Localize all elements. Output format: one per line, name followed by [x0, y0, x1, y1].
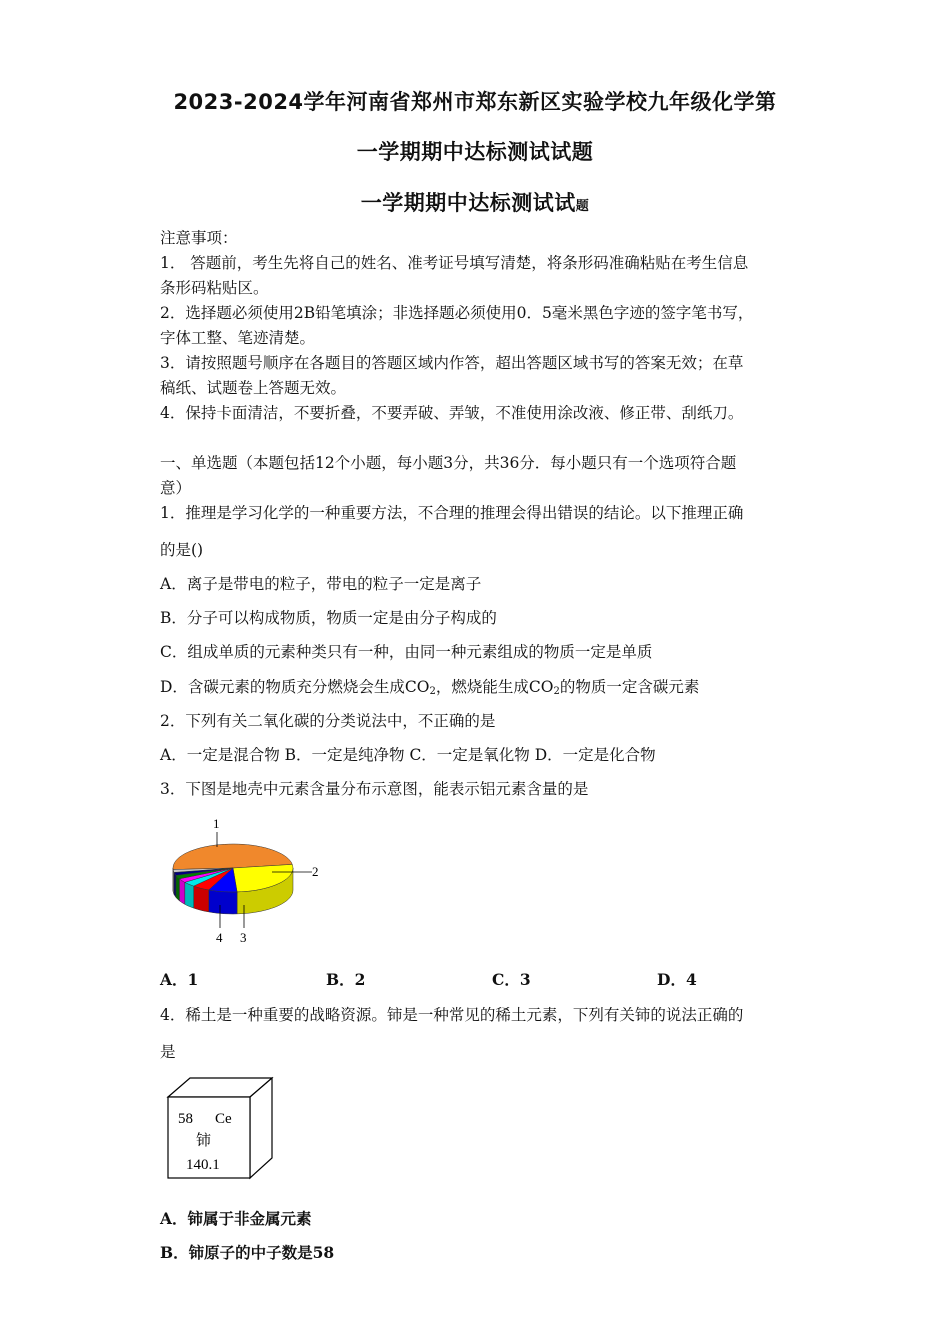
pie-slice-side-7 — [176, 875, 180, 900]
q1-option-b: B．分子可以构成物质，物质一定是由分子构成的 — [160, 609, 497, 627]
section-heading-1: 一、单选题（本题包括12个小题，每小题3分，共36分．每小题只有一个选项符合题 — [160, 454, 737, 472]
notice-item-3a: 3．请按照题号顺序在各题目的答题区域内作答，超出答题区域书写的答案无效；在草 — [160, 354, 744, 372]
element-number: 58 — [178, 1111, 193, 1127]
q1-option-d-sub2: 2 — [553, 686, 560, 697]
pie-slice-side-3 — [209, 890, 237, 914]
pie-slice-side-8 — [174, 872, 176, 897]
pie-label-3: 3 — [240, 930, 247, 945]
q1-stem-b: 的是() — [160, 541, 204, 559]
notice-item-2a: 2．选择题必须使用2B铅笔填涂；非选择题必须使用0．5毫米黑色字迹的签字笔书写， — [160, 304, 754, 322]
q2-stem: 2．下列有关二氧化碳的分类说法中，不正确的是 — [160, 712, 496, 730]
q1-option-d — [160, 675, 699, 697]
earth-crust-pie-chart — [160, 810, 340, 950]
q1-option-d-part1: D．含碳元素的物质充分燃烧会生成CO — [160, 678, 430, 696]
q4-stem-b: 是 — [160, 1043, 176, 1061]
q1-option-c: C．组成单质的元素种类只有一种，由同一种元素组成的物质一定是单质 — [160, 643, 653, 661]
q1-option-d-part2: ，燃烧能生成CO — [435, 678, 554, 696]
pie-slice-side-9 — [173, 870, 174, 895]
title-line-1: 2023-2024学年河南省郑州市郑东新区实验学校九年级化学第 — [173, 90, 777, 114]
title-line-3-main: 一学期期中达标测试试 — [360, 191, 576, 215]
section-heading-2: 意） — [160, 479, 192, 497]
title-line-3-tail: 题 — [575, 199, 590, 214]
notice-item-4: 4．保持卡面清洁，不要折叠，不要弄破、弄皱，不准使用涂改液、修正带、刮纸刀。 — [160, 404, 744, 422]
cerium-element-cell — [160, 1075, 280, 1185]
notice-item-2b: 字体工整、笔迹清楚。 — [160, 329, 316, 347]
q1-option-d-part3: 的物质一定含碳元素 — [559, 678, 700, 696]
notice-item-1a: 1． 答题前，考生先将自己的姓名、准考证号填写清楚，将条形码准确粘贴在考生信息 — [160, 254, 749, 272]
title-line-2: 一学期期中达标测试试题 — [356, 140, 594, 164]
q3-option-b: B．2 — [326, 970, 366, 989]
q3-stem: 3．下图是地壳中元素含量分布示意图，能表示铝元素含量的是 — [160, 780, 589, 798]
element-symbol: Ce — [215, 1111, 232, 1127]
q3-option-d: D．4 — [657, 970, 697, 989]
notice-heading: 注意事项： — [160, 229, 238, 247]
q4-option-a: A．铈属于非金属元素 — [160, 1209, 312, 1228]
pie-label-2: 2 — [312, 864, 319, 879]
pie-slice-side-5 — [185, 882, 194, 908]
q1-option-a: A．离子是带电的粒子，带电的粒子一定是离子 — [160, 575, 482, 593]
q4-stem-a: 4．稀土是一种重要的战略资源。铈是一种常见的稀土元素，下列有关铈的说法正确的 — [160, 1006, 744, 1024]
pie-label-1: 1 — [213, 816, 220, 831]
element-mass: 140.1 — [186, 1157, 220, 1173]
q1-stem-a: 1．推理是学习化学的一种重要方法，不合理的推理会得出错误的结论。以下推理正确 — [160, 504, 744, 522]
pie-label-4: 4 — [216, 930, 223, 945]
q3-option-a: A．1 — [160, 970, 199, 989]
q2-options: A．一定是混合物 B．一定是纯净物 C．一定是氧化物 D．一定是化合物 — [160, 746, 656, 764]
pie-slice-side-4 — [194, 886, 209, 912]
q1-option-d-sub1: 2 — [429, 686, 436, 697]
q3-option-c: C．3 — [492, 970, 531, 989]
element-name: 铈 — [196, 1133, 212, 1149]
pie-slice-side-6 — [179, 879, 184, 905]
notice-item-1b: 条形码粘贴区。 — [160, 279, 269, 297]
q4-option-b: B．铈原子的中子数是58 — [160, 1243, 335, 1262]
notice-item-3b: 稿纸、试题卷上答题无效。 — [160, 379, 347, 397]
title-line-3 — [0, 187, 950, 217]
